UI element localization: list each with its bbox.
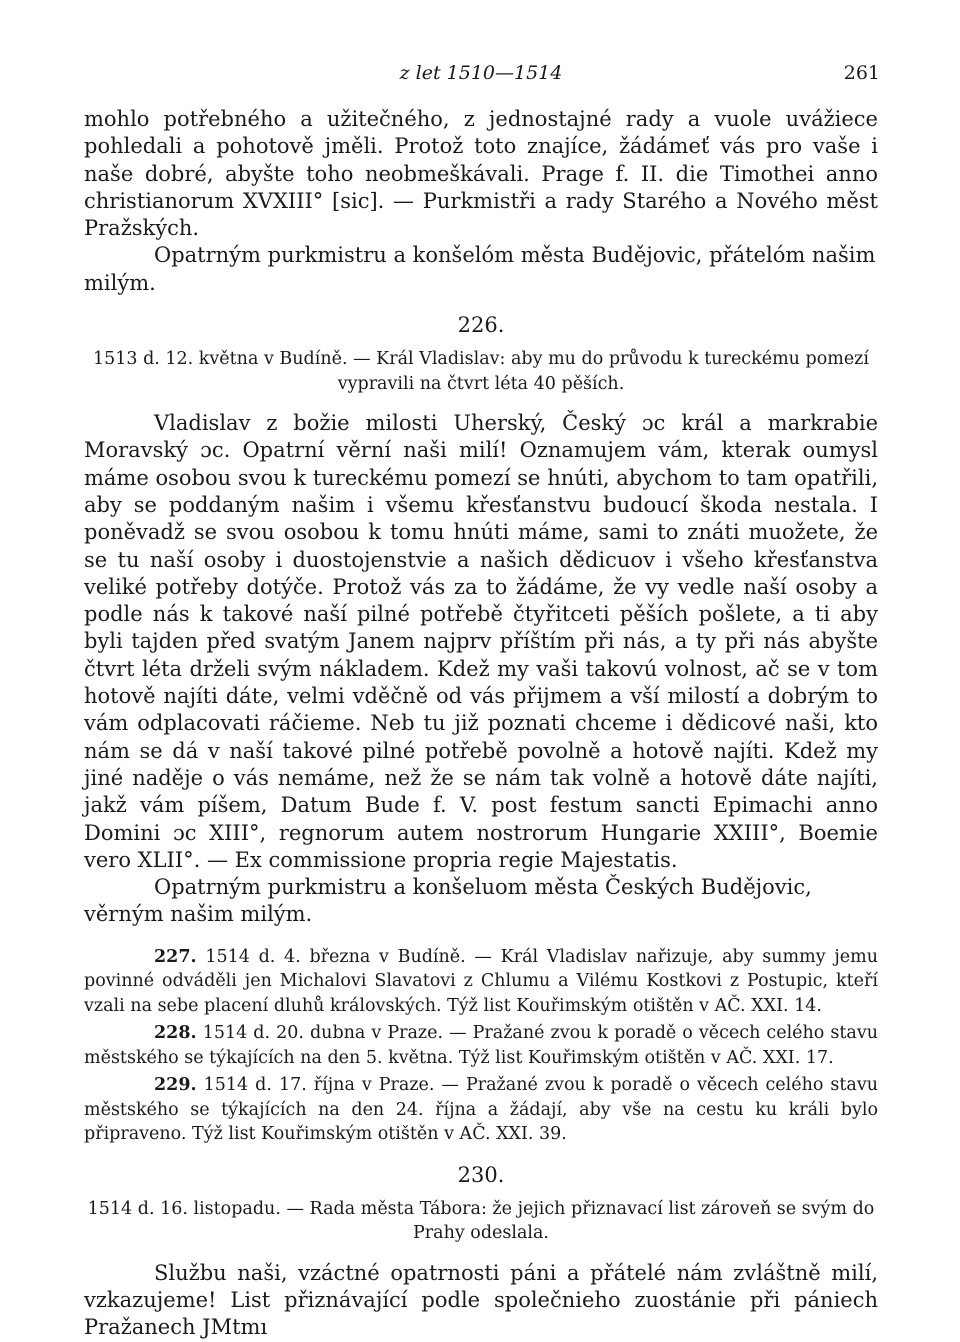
doc229-text: 1514 d. 17. října v Praze. — Pražané zvou k poradě o věcech celého stavu městského se týkajících na den 24. října a žádají, aby vše na cestu ku králi bylo připraveno. Týž list Kouřimským otištěn v AČ. XXI. 39. [84,1075,878,1145]
doc227-entry [84,945,878,1019]
doc225-address: Opatrným purkmistru a konšelóm města Budějovic, přátelóm našim milým. [84,243,876,295]
doc226-number: 226. [457,313,505,338]
running-title: z let 1510—1514 [399,62,563,84]
doc230-text: Službu naši, vzáctné opatrnosti páni a přátelé nám zvláštně milí, vzkazujeme! List přiznávající podle společnieho zuostánie při pániech Pražanech JMtmı [84,1260,878,1340]
doc226-text: Vladislav z božie milosti Uherský, Český ɔc král a markrabie Moravský ɔc. Opatrní věrní naši milí! Oznamujem vám, kterak oumysl máme osobou svou k tureckému pomezí se hnúti, abychom to tam opatřili, aby se poddaným našim i všemu křesťanstvu budoucí škoda nestala. I poněvadž se svou osobou k tomu hnúti máme, sami to znáti muožete, že se tu naší osoby i duostojenstvie a našich dědicuov i všeho křesťanstva veliké potřeby dotýče. Protož vás za to žádáme, že vy vedle naší osoby a podle nás k takové naší pilné potřebě čtyřitceti pěších pošlete, a ti aby byli tajden před svatým Janem najprv příštím při nás, a ty při nás abyšte čtvrt léta drželi svým nákladem. Kdež my vaši takovú volnost, ač se v tom hotově najíti dáte, velmi vděčně od vás přijmem a vší milostí a dobrým to vám odplacovati ráčieme. Neb tu již poznati chceme i dědicové naši, kto nám se dá v naší takové pilné potřebě povolně a hotově najíti. Kdež my jiné naděje o vás nemáme, než že se nám tak volně a hotově dáte najíti, jakž vám píšem, Datum Bude f. V. post festum sancti Epimachi anno Domini ɔc XIII°, regnorum autem nostrorum Hungarie XXIII°, Boemie vero XLII°. — Ex commissione propria regie Majestatis. [84,411,878,872]
doc228-number: 228. [154,1023,197,1044]
doc227-text: 1514 d. 4. března v Budíně. — Král Vladislav nařizuje, aby summy jemu povinné odváděli jen Michalovi Slavatovi z Chlumu a Vilému Kostkovi z Postupic, kteří vzali na sebe placení dluhů královských. Týž list Kouřimským otištěn v AČ. XXI. 14. [84,946,878,1016]
doc229-number: 229. [154,1075,197,1096]
page-number: 261 [843,62,880,84]
page-body [84,106,878,1342]
doc226-address: Opatrným purkmistru a konšeluom města Českých Budějovic, věrným našim milým. [84,875,812,927]
doc228-entry [84,1021,878,1070]
page-header [84,58,878,88]
doc230-regest: 1514 d. 16. listopadu. — Rada města Tábora: že jejich přiznavací list zároveň se svým do Prahy odeslala. [87,1198,875,1244]
doc227-number: 227. [154,946,197,967]
doc226-regest: 1513 d. 12. května v Budíně. — Král Vladislav: aby mu do průvodu k tureckému pomezí vypravili na čtvrt léta 40 pěších. [92,349,869,394]
doc225-text: mohlo potřebného a užitečného, z jednostajné rady a vuole uvážiece pohledali a pohotově jměli. Protož toto znajíce, žádámeť vás pro vaše i naše dobré, abyšte toho neobmeškávali. Prage f. II. die Timothei anno christianorum XVXIII° [sic]. — Purkmistři a rady Starého a Nového měst Pražských. [84,107,878,241]
doc230-number: 230. [457,1162,505,1187]
doc228-text: 1514 d. 20. dubna v Praze. — Pražané zvou k poradě o věcech celého stavu městského se týkajících na den 5. května. Týž list Kouřimským otištěn v AČ. XXI. 17. [84,1023,878,1068]
doc229-entry [84,1073,878,1147]
